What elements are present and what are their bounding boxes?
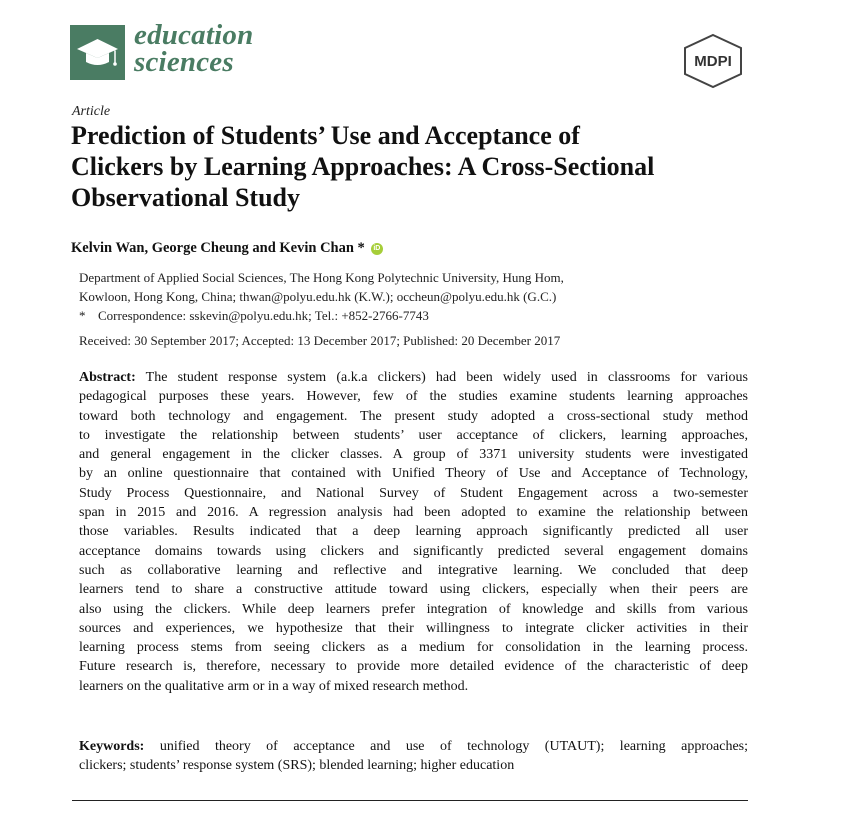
article-type: Article	[72, 104, 111, 119]
abstract-line: such as collaborative learning and reflective and integrative learning. We concluded that deep	[79, 562, 748, 578]
abstract-line: Future research is, therefore, necessary to provide more detailed evidence of the characteristic of deep	[79, 659, 748, 675]
title-line: Observational Study	[71, 183, 300, 212]
abstract-line: by an online questionnaire that contained with Unified Theory of Use and Acceptance of Technology,	[79, 466, 748, 482]
title-line: Prediction of Students’ Use and Acceptance of	[71, 121, 580, 150]
abstract-line: Study Process Questionnaire, and National Survey of Student Engagement across a two-semester	[79, 485, 748, 501]
abstract-label: Abstract:	[79, 370, 136, 385]
journal-name-line1: education	[134, 19, 254, 51]
author-list	[71, 240, 383, 257]
abstract	[79, 368, 748, 696]
abstract-line: Abstract: The student response system (a.k.a clickers) had been widely used in classrooms for various	[79, 370, 749, 385]
divider	[72, 800, 748, 801]
abstract-line: to investigate the relationship between students’ user acceptance of clickers, learning approaches,	[79, 427, 748, 443]
journal-logo	[70, 25, 125, 80]
page-title	[71, 120, 791, 213]
abstract-line: toward both technology and engagement. The present study adopted a cross-sectional study method	[79, 408, 748, 424]
keywords-label: Keywords:	[79, 739, 145, 754]
authors-text: Kelvin Wan, George Cheung and Kevin Chan *	[71, 240, 365, 256]
publication-dates: Received: 30 September 2017; Accepted: 13 December 2017; Published: 20 December 2017	[79, 333, 561, 348]
affiliation-block	[79, 268, 564, 325]
correspondence-line	[79, 306, 564, 325]
affiliation-line: Kowloon, Hong Kong, China; thwan@polyu.edu.hk (K.W.); occheun@polyu.edu.hk (G.C.)	[79, 289, 557, 304]
publisher-name: MDPI	[694, 53, 732, 70]
abstract-line: acceptance domains towards using clickers and significantly predicted several engagement domains	[79, 543, 748, 559]
correspondence-text: Correspondence: sskevin@polyu.edu.hk; Tel.: +852-2766-7743	[98, 308, 429, 323]
keywords-line: Keywords: unified theory of acceptance and use of technology (UTAUT); learning approaches;	[79, 739, 749, 754]
publisher-logo	[680, 33, 746, 94]
journal-name-line2: sciences	[134, 46, 234, 78]
abstract-line: also using the clickers. While deep learners prefer integration of knowledge and skills from various	[79, 601, 748, 617]
journal-name	[134, 19, 254, 78]
abstract-line: span in 2015 and 2016. A regression analysis had been adopted to examine the relationship between	[79, 505, 748, 521]
abstract-line: those variables. Results indicated that a deep learning approach significantly predicted all user	[79, 524, 748, 540]
orcid-icon[interactable]: iD	[371, 243, 383, 255]
affiliation-line: Department of Applied Social Sciences, The Hong Kong Polytechnic University, Hung Hom,	[79, 270, 564, 285]
abstract-line: and general engagement in the clicker classes. A group of 3371 university students were investigated	[79, 447, 748, 463]
abstract-line: learners on the qualitative arm or in a way of mixed research method.	[79, 678, 469, 694]
mortarboard-icon	[70, 25, 125, 80]
abstract-line: pedagogical purposes these years. However, few of the studies examine students learning approaches	[79, 389, 748, 405]
abstract-line: learners tend to share a constructive attitude toward using clickers, especially when their peers are	[79, 582, 748, 598]
title-line: Clickers by Learning Approaches: A Cross-Sectional	[71, 152, 655, 181]
abstract-line: sources and experiences, we hypothesize that their willingness to integrate clicker activities in their	[79, 620, 748, 636]
keywords	[79, 737, 748, 776]
keywords-line: clickers; students’ response system (SRS); blended learning; higher education	[79, 758, 515, 774]
correspondence-marker: *	[79, 308, 86, 323]
abstract-line: learning process stems from seeing clickers as a medium for consolidation in the learning process.	[79, 640, 748, 656]
